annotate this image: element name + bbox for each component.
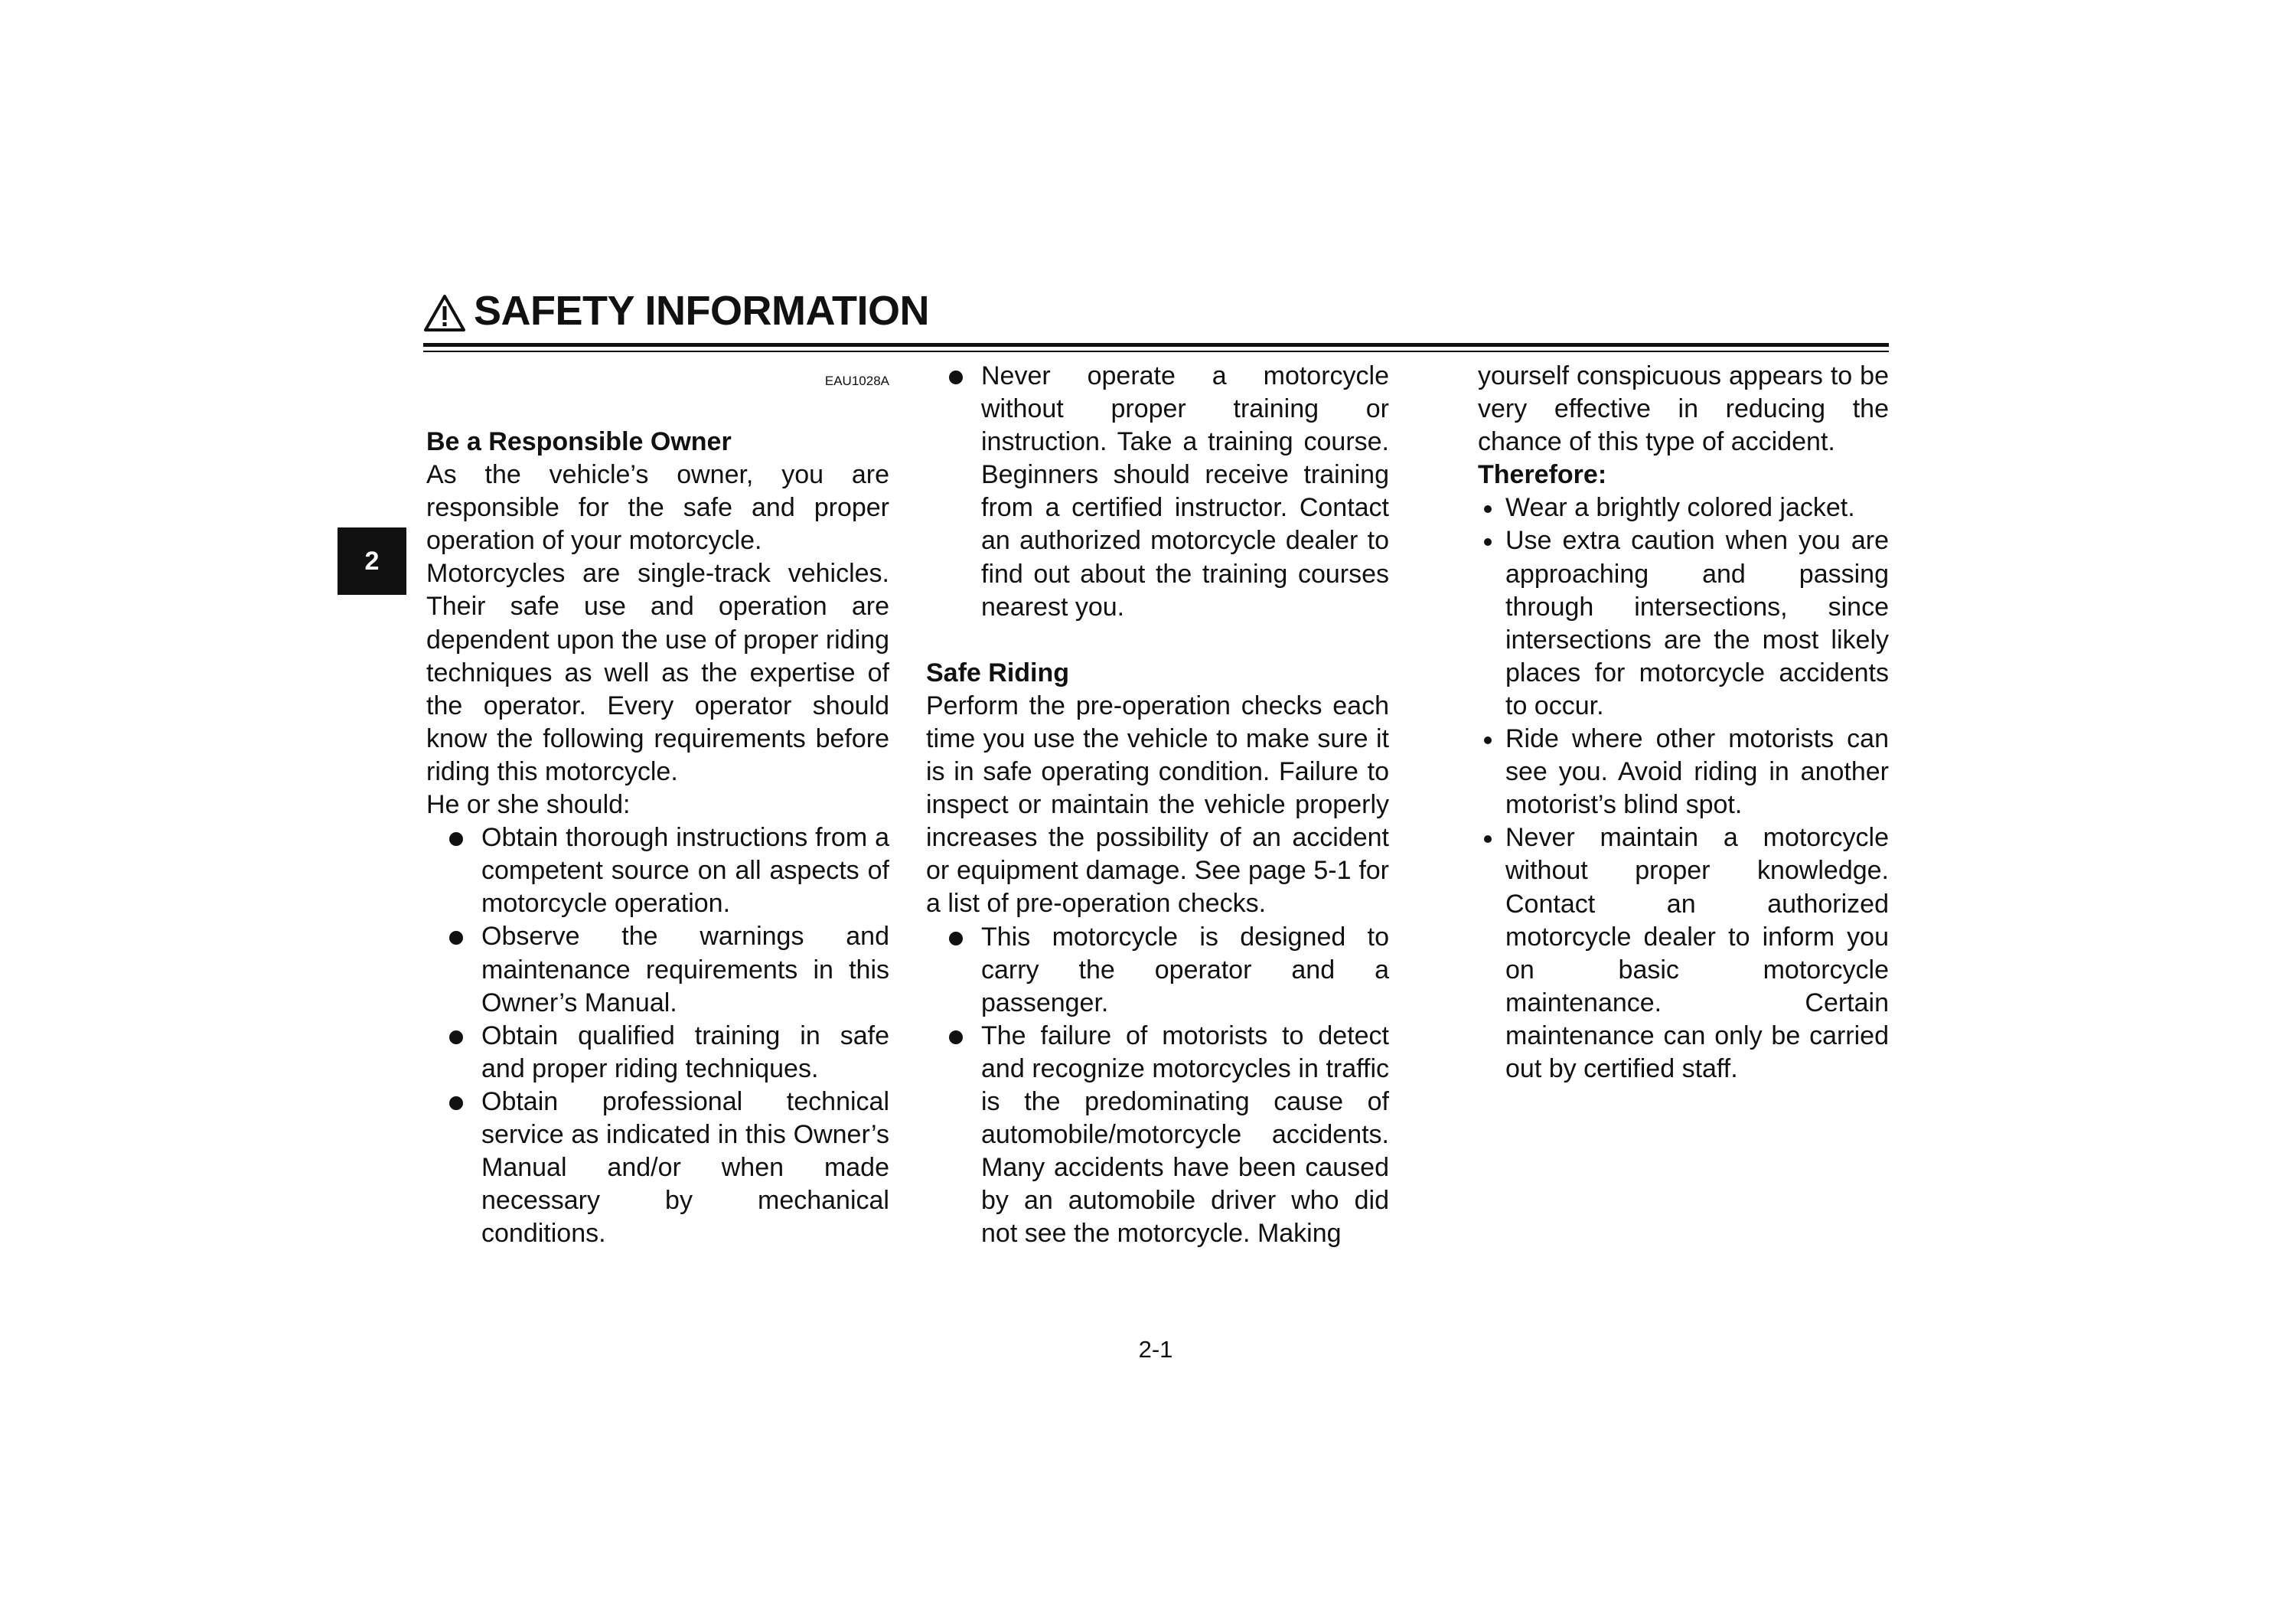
title-row <box>423 283 1889 338</box>
list-item <box>926 360 1389 624</box>
paragraph: Motorcycles are single-track vehicles. Their safe use and operation are dependent upon the use of proper riding techniques as well as the expertise of the operator. Every operator should know the following requirements before riding this motorcycle. <box>426 559 889 786</box>
bullet-dot-icon <box>449 1096 463 1110</box>
paragraph: Perform the pre-operation checks each time you use the vehicle to make sure it is in safe operating condition. Failure to inspect or maintain the vehicle properly increases the possibility of an accident or equipment damage. See page 5-1 for a list of pre-operation checks. <box>926 691 1389 919</box>
bullet-dot-icon <box>1484 538 1492 546</box>
paragraph: yourself conspicuous appears to be very effective in reducing the chance of this type of accident. <box>1478 361 1889 457</box>
list-item-text: This motorcycle is designed to carry the operator and a passenger. <box>981 922 1389 1017</box>
list-item <box>426 920 889 1019</box>
header-rule-thin <box>423 351 1889 352</box>
therefore-heading: Therefore: <box>1478 460 1607 490</box>
bullet-dot-icon <box>1484 505 1492 513</box>
list-item <box>426 1020 889 1086</box>
list-item-text: Ride where other motorists can see you. Avoid riding in another motorist’s blind spot. <box>1505 724 1889 820</box>
list-item-text: Obtain thorough instructions from a competent source on all aspects of motorcycle operation. <box>481 823 889 919</box>
chapter-tab: 2 <box>338 527 406 595</box>
list-item-text: Never maintain a motorcycle without proper knowledge. Contact an authorized motorcycle dealer to inform you on basic motorcycle maintenance. Certain maintenance can only be carried out by certified staff. <box>1505 823 1889 1083</box>
list-item-text: Wear a brightly colored jacket. <box>1505 493 1855 523</box>
bullet-dot-icon <box>949 371 963 384</box>
bullet-dot-icon <box>1484 835 1492 843</box>
list-item-text: Observe the warnings and maintenance requirements in this Owner’s Manual. <box>481 922 889 1017</box>
paragraph: As the vehicle’s owner, you are responsible for the safe and proper operation of your motorcycle. <box>426 460 889 556</box>
bullet-list <box>1478 491 1889 1086</box>
list-item <box>926 1020 1389 1251</box>
section-heading-responsible-owner: Be a Responsible Owner <box>426 427 732 456</box>
list-item-text: The failure of motorists to detect and recognize motorcycles in traffic is the predominating cause of automobile/motorcycle accidents. Many accidents have been caused by an automobile driver who did not see the motorcycle. Making <box>981 1020 1389 1249</box>
header-rule-thick <box>423 343 1889 347</box>
warning-triangle-icon <box>423 293 466 333</box>
list-item <box>926 921 1389 1020</box>
list-item <box>1478 524 1889 723</box>
page-title: SAFETY INFORMATION <box>474 288 929 334</box>
page-header <box>423 283 1889 352</box>
bullet-list <box>926 921 1389 1251</box>
list-item-text: Use extra caution when you are approaching and passing through intersections, since intersections are the most likely places for motorcycle accidents to occur. <box>1505 526 1889 720</box>
section-code: EAU1028A <box>824 374 889 388</box>
list-item-text: Never operate a motorcycle without proper training or instruction. Take a training course. Beginners should receive training from a certified instructor. Contact an authorized motorcycle dealer to find out about the training courses nearest you. <box>981 361 1389 622</box>
column-1 <box>426 360 889 1250</box>
bullet-list <box>926 360 1389 624</box>
bullet-dot-icon <box>949 932 963 945</box>
page-number: 2-1 <box>1138 1336 1173 1363</box>
bullet-dot-icon <box>449 832 463 846</box>
bullet-list <box>426 821 889 1250</box>
list-item <box>1478 723 1889 821</box>
list-item-text: Obtain qualified training in safe and proper riding techniques. <box>481 1020 889 1083</box>
list-item <box>426 1086 889 1250</box>
section-heading-safe-riding: Safe Riding <box>926 658 1070 687</box>
bullet-dot-icon <box>1484 736 1492 744</box>
spacer <box>926 624 1389 657</box>
list-item-text: Obtain professional technical service as indicated in this Owner’s Manual and/or when made necessary by mechanical conditions. <box>481 1086 889 1249</box>
list-item <box>1478 491 1889 524</box>
paragraph: He or she should: <box>426 790 631 820</box>
list-item <box>1478 821 1889 1086</box>
column-2 <box>926 360 1389 1250</box>
bullet-dot-icon <box>449 931 463 945</box>
bullet-dot-icon <box>449 1030 463 1044</box>
bullet-dot-icon <box>949 1030 963 1044</box>
column-3 <box>1478 360 1889 1086</box>
list-item <box>426 821 889 920</box>
